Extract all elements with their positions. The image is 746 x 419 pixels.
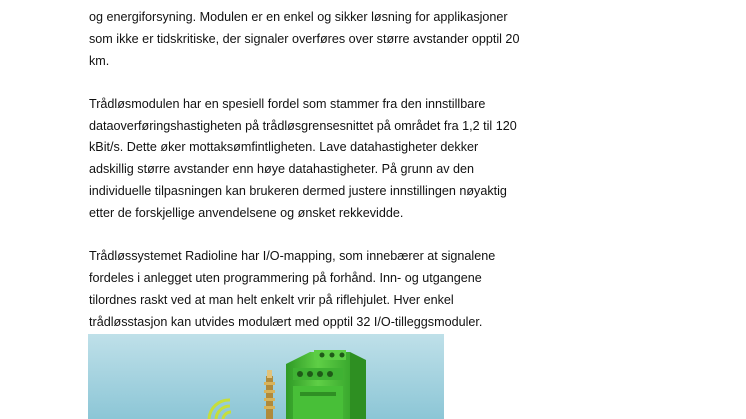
- text-line: Trådløsmodulen har en spesiell fordel som stammer fra den innstillbare: [89, 97, 486, 111]
- text-line: Trådløssystemet Radioline har I/O-mapping, som innebærer at signalene: [89, 249, 496, 263]
- text-line: tilordnes raskt ved at man helt enkelt vrir på riflehjulet. Hver enkel: [89, 293, 454, 307]
- text-line: fordeles i anlegget uten programmering på forhånd. Inn- og utgangene: [89, 271, 482, 285]
- text-line: individuelle tilpasningen kan brukeren dermed justere innstillingen nøyaktig: [89, 184, 507, 198]
- text-line: kBit/s. Dette øker mottaksømfintligheten. Lave datahastigheter dekker: [89, 140, 479, 154]
- text-line: adskillig større avstander enn høye datahastigheter. På grunn av den: [89, 162, 475, 176]
- text-line: og energiforsyning. Modulen er en enkel og sikker løsning for applikasjoner: [89, 10, 508, 24]
- text-line: etter de forskjellige anvendelsene og ønsket rekkevidde.: [89, 206, 404, 220]
- text-line: km.: [89, 54, 110, 68]
- module-body: [286, 350, 366, 419]
- text-line: dataoverføringshastigheten på trådløsgrensesnittet på området fra 1,2 til 120: [89, 119, 517, 133]
- text-line: som ikke er tidskritiske, der signaler overføres over større avstander opptil 20: [89, 32, 520, 46]
- product-photo: [88, 334, 444, 419]
- text-line: trådløsstasjon kan utvides modulært med opptil 32 I/O-tilleggsmoduler.: [89, 315, 483, 329]
- radioline-module-illustration: [88, 334, 444, 419]
